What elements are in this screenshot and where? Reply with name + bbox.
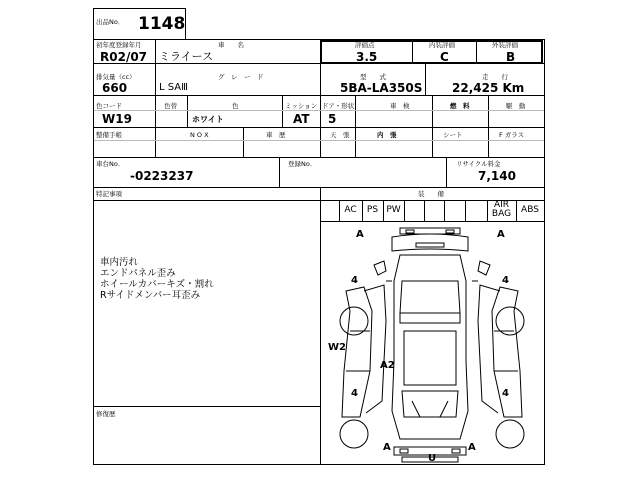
damage-center: A2 xyxy=(380,360,395,371)
damage-left-side: W2 xyxy=(328,342,346,353)
interior-value: C xyxy=(440,50,449,64)
chassis-value: -0223237 xyxy=(130,169,194,183)
repair-label: 修復歴 xyxy=(96,410,116,418)
nox-label: N O X xyxy=(190,131,209,139)
damage-tire-fl: 4 xyxy=(351,275,358,286)
color-swap-label: 色替 xyxy=(164,102,177,110)
model-label: 型 式 xyxy=(360,73,386,81)
damage-tire-fr: 4 xyxy=(502,275,509,286)
transmission-value: AT xyxy=(293,112,310,126)
doors-value: 5 xyxy=(328,112,337,126)
color-value: ホワイト xyxy=(192,115,224,124)
model-value: 5BA-LA350S xyxy=(340,81,423,95)
year-label: 初年度登録年月 xyxy=(96,41,142,49)
name-value: ミライース xyxy=(159,50,214,63)
damage-rear-right: A xyxy=(468,442,476,453)
reg-label: 登録No． xyxy=(288,160,317,168)
color-code-value: W19 xyxy=(102,112,132,126)
exterior-label: 外装評価 xyxy=(492,41,518,49)
glass-label: F ガラス xyxy=(499,131,525,139)
equipment-label: 装 備 xyxy=(418,190,444,198)
lot-number: 1148 xyxy=(138,14,186,34)
history-label: 車 歴 xyxy=(266,131,286,139)
interior-roof-label: 内 張 xyxy=(377,131,397,139)
equipment-pw: PW xyxy=(386,205,401,215)
notes-label: 特記事項 xyxy=(96,190,122,198)
auction-sheet xyxy=(93,39,545,465)
grade-value: L SAⅢ xyxy=(159,82,189,93)
name-label: 車 名 xyxy=(218,41,244,49)
note-line: Rサイドメンバー耳歪み xyxy=(100,290,201,301)
interior-label: 内装評価 xyxy=(429,41,455,49)
mileage-label: 走 行 xyxy=(482,73,508,81)
note-line: エンドパネル歪み xyxy=(100,268,176,279)
grade-label: グ レ ー ド xyxy=(218,73,264,81)
drive-label: 駆 動 xyxy=(506,102,526,110)
note-line: ホイールカバーキズ・割れ xyxy=(100,279,214,290)
damage-tire-rl: 4 xyxy=(351,388,358,399)
mileage-value: 22,425 Km xyxy=(452,81,525,95)
lot-number-box xyxy=(93,8,186,39)
equipment-ac: AC xyxy=(344,205,357,215)
damage-front-left: A xyxy=(356,229,364,240)
equipment-airbag: AIR BAG xyxy=(491,200,512,219)
transmission-label: ミッション xyxy=(285,102,318,110)
equipment-abs: ABS xyxy=(521,205,539,215)
inspection-label: 車 検 xyxy=(390,102,410,110)
fuel-label: 燃 料 xyxy=(450,102,470,110)
car-diagram xyxy=(320,221,544,464)
damage-tire-rr: 4 xyxy=(502,388,509,399)
sunroof-label: 天 張 xyxy=(330,131,350,139)
recycle-value: 7,140 xyxy=(478,169,516,183)
equipment-ps: PS xyxy=(366,205,379,215)
exterior-value: B xyxy=(506,50,516,64)
manual-label: 整備手帳 xyxy=(96,131,122,139)
seat-label: シート xyxy=(443,131,463,139)
year-value: R02/07 xyxy=(100,50,148,64)
cc-label: 排気量（cc） xyxy=(96,73,136,81)
cc-value: 660 xyxy=(102,81,128,95)
doors-label: ドア・形状 xyxy=(322,102,355,110)
score-value: 3.5 xyxy=(356,50,378,64)
color-label: 色 xyxy=(232,102,239,110)
damage-rear-left: A xyxy=(383,442,391,453)
damage-front-right: A xyxy=(497,229,505,240)
score-label: 評価点 xyxy=(355,41,375,49)
damage-rear: U xyxy=(428,453,437,464)
recycle-label: リサイクル料金 xyxy=(456,160,501,168)
lot-label: 出品No． xyxy=(96,18,125,26)
note-line: 車内汚れ xyxy=(100,257,139,268)
chassis-label: 車台No． xyxy=(96,160,125,168)
color-code-label: 色コード xyxy=(96,102,122,110)
